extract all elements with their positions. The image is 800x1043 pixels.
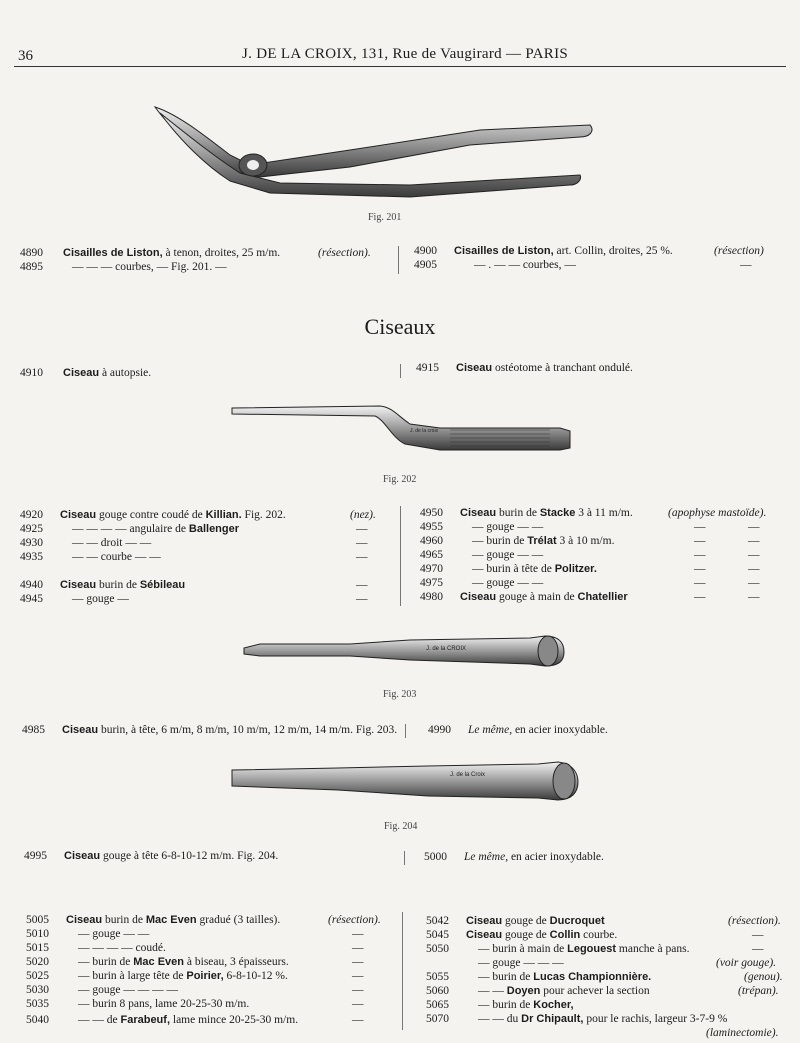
entry-note: (genou). (744, 971, 783, 983)
entry-ditto: — (748, 577, 760, 589)
entry-number: 4905 (414, 259, 437, 271)
entry-name: Ciseau (60, 509, 97, 521)
fig-202-engraving: J. de la croix (410, 428, 439, 434)
fig-201-caption: Fig. 201 (368, 212, 402, 223)
fig-203-illustration (240, 632, 566, 672)
entry-text: — . — — courbes, — (474, 259, 576, 271)
entry-note: (trépan). (738, 985, 779, 997)
fig-204-engraving: J. de la Croix (450, 772, 486, 778)
entry-text: — gouge — — (472, 577, 544, 589)
entry-number: 5040 (26, 1014, 49, 1026)
entry-number: 4935 (20, 551, 43, 563)
entry-author: Ballenger (188, 523, 240, 535)
entry-text: à autopsie. (101, 367, 152, 379)
entry-author: Doyen (506, 985, 541, 997)
entry-number: 5010 (26, 928, 49, 940)
entry-ditto: — (694, 549, 706, 561)
entry-text-2: 3 à 10 m/m. (559, 535, 615, 547)
entry-number: 5042 (426, 915, 449, 927)
entry-number: 5000 (424, 851, 447, 863)
entry-name: Ciseau (63, 367, 100, 379)
entry-note: (résection). (328, 914, 381, 926)
entry-number: 4975 (420, 577, 443, 589)
entry-ditto: — (694, 577, 706, 589)
column-divider (400, 506, 401, 606)
entry-number: 4895 (20, 261, 43, 273)
entry-author: Farabeuf, (120, 1014, 170, 1026)
entry-italic: Le même, (468, 724, 513, 736)
entry-text-2: gradué (3 tailles). (199, 914, 281, 926)
entry-ditto: — (694, 521, 706, 533)
entry-text: gouge de (504, 915, 547, 927)
entry-ditto: — (752, 929, 764, 941)
entry-author: Stacke (539, 507, 576, 519)
entry-ditto: — (356, 593, 368, 605)
entry-ditto: — (352, 956, 364, 968)
entry-ditto: — (352, 1014, 364, 1026)
entry-text: — gouge — — (78, 928, 150, 940)
column-divider (400, 364, 401, 378)
entry-text: en acier inoxydable. (510, 851, 604, 863)
fig-203-caption: Fig. 203 (383, 689, 417, 700)
entry-author: Sébileau (139, 579, 186, 591)
fig-201-illustration (150, 95, 600, 205)
entry-text: — burin à large tête de (78, 970, 184, 982)
entry-ditto: — (748, 591, 760, 603)
entry-name: Ciseau (460, 507, 497, 519)
entry-text: burin, à tête, 6 m/m, 8 m/m, 10 m/m, 12 m/m, 14 m/m. Fig. 203. (100, 724, 398, 736)
entry-ditto: — (748, 521, 760, 533)
entry-name: Ciseau (62, 724, 99, 736)
entry-author: Mac Even (145, 914, 197, 926)
entry-ditto: — (740, 259, 752, 271)
entry-name: Ciseau (64, 850, 101, 862)
entry-author: Poirier, (186, 970, 224, 982)
entry-number: 4915 (416, 362, 439, 374)
entry-number: 5060 (426, 985, 449, 997)
entry-number: 5025 (26, 970, 49, 982)
entry-text-2: Fig. 202. (244, 509, 286, 521)
entry-ditto: — (748, 549, 760, 561)
entry-number: 5005 (26, 914, 49, 926)
entry-text: — burin 8 pans, lame 20-25-30 m/m. (78, 998, 250, 1010)
fig-203-engraving: J. de la CROIX (426, 646, 467, 652)
entry-author: Kocher, (533, 999, 574, 1011)
entry-ditto: — (356, 523, 368, 535)
entry-number: 5050 (426, 943, 449, 955)
entry-ditto: — (356, 551, 368, 563)
entry-author: Mac Even (133, 956, 185, 968)
entry-author: Politzer. (554, 563, 597, 575)
entry-number: 4965 (420, 549, 443, 561)
entry-name: Ciseau (60, 579, 97, 591)
entry-number: 4970 (420, 563, 443, 575)
entry-number: 5065 (426, 999, 449, 1011)
entry-ditto: — (352, 970, 364, 982)
entry-note: (nez). (350, 509, 376, 521)
entry-name: Cisailles de Liston, (454, 245, 554, 257)
entry-text: art. Collin, droites, 25 %. (556, 245, 673, 257)
entry-author: Chatellier (577, 591, 628, 603)
entry-text: — — — courbes, — Fig. 201. — (72, 261, 227, 273)
entry-number: 5070 (426, 1013, 449, 1025)
entry-name: Ciseau (460, 591, 497, 603)
entry-author: Ducroquet (549, 915, 605, 927)
entry-ditto: — (352, 942, 364, 954)
column-divider (398, 246, 399, 274)
entry-text: — gouge — — — — (78, 984, 178, 996)
entry-number: 4910 (20, 367, 43, 379)
page-header-title: J. DE LA CROIX, 131, Rue de Vaugirard — PARIS (242, 46, 569, 62)
entry-text: — — courbe — — (72, 551, 161, 563)
entry-note: (résection) (714, 245, 764, 257)
entry-author: Dr Chipault, (521, 1013, 584, 1025)
section-title: Ciseaux (364, 314, 436, 339)
entry-text: — burin à main de (478, 943, 565, 955)
entry-number: 5045 (426, 929, 449, 941)
entry-ditto: — (356, 579, 368, 591)
column-divider (402, 912, 403, 1030)
entry-note: (voir gouge). (716, 957, 777, 969)
entry-text-2: pour achever la section (543, 985, 650, 997)
fig-202-caption: Fig. 202 (383, 474, 417, 485)
entry-number: 4890 (20, 247, 43, 259)
entry-name: Ciseau (456, 362, 493, 374)
entry-ditto: — (356, 537, 368, 549)
entry-note: (résection). (728, 915, 781, 927)
entry-number: 5015 (26, 942, 49, 954)
entry-text: — — (478, 985, 504, 997)
entry-number: 4990 (428, 724, 451, 736)
entry-ditto: — (748, 563, 760, 575)
entry-text: gouge de (504, 929, 547, 941)
entry-text: — gouge — (72, 593, 129, 605)
entry-name: Ciseau (466, 929, 503, 941)
entry-text: — — du (478, 1013, 519, 1025)
entry-ditto: — (694, 591, 706, 603)
entry-number: 4945 (20, 593, 43, 605)
entry-text: gouge à main de (498, 591, 575, 603)
entry-text: — burin de (78, 956, 131, 968)
page-number: 36 (18, 48, 33, 64)
entry-author: Killian. (205, 509, 242, 521)
entry-ditto: — (694, 563, 706, 575)
entry-number: 4955 (420, 521, 443, 533)
entry-note: (résection). (318, 247, 371, 259)
entry-author: Collin (549, 929, 581, 941)
entry-number: 4920 (20, 509, 43, 521)
entry-number: 5030 (26, 984, 49, 996)
entry-text: — burin à tête de (472, 563, 552, 575)
entry-ditto: — (352, 998, 364, 1010)
entry-text: en acier inoxydable. (514, 724, 608, 736)
entry-text-2: pour le rachis, largeur 3-7-9 % (586, 1013, 728, 1025)
entry-text: à tenon, droites, 25 m/m. (165, 247, 281, 259)
entry-italic: Le même, (464, 851, 509, 863)
entry-text: burin de (498, 507, 537, 519)
entry-name: Ciseau (66, 914, 103, 926)
entry-text: — gouge — — (472, 521, 544, 533)
entry-text-2: 6-8-10-12 %. (226, 970, 288, 982)
entry-text-2: courbe. (583, 929, 618, 941)
entry-text: gouge à tête 6-8-10-12 m/m. Fig. 204. (102, 850, 279, 862)
entry-note: (apophyse mastoïde). (668, 507, 767, 519)
entry-number: 4940 (20, 579, 43, 591)
entry-author: Legouest (567, 943, 617, 955)
entry-text: — gouge — — — (478, 957, 564, 969)
entry-note: (laminectomie). (706, 1027, 779, 1039)
entry-name: Ciseau (466, 915, 503, 927)
entry-text: — burin de (478, 971, 531, 983)
column-divider (405, 724, 406, 738)
entry-number: 4960 (420, 535, 443, 547)
entry-text: ostéotome à tranchant ondulé. (494, 362, 633, 374)
entry-text-2: manche à pans. (618, 943, 690, 955)
entry-text: gouge contre coudé de (98, 509, 203, 521)
entry-number: 4950 (420, 507, 443, 519)
fig-204-illustration (228, 760, 580, 806)
entry-number: 4900 (414, 245, 437, 257)
entry-number: 4925 (20, 523, 43, 535)
entry-text: — — droit — — (72, 537, 152, 549)
header-rule (14, 66, 786, 67)
entry-ditto: — (752, 943, 764, 955)
entry-ditto: — (352, 984, 364, 996)
entry-name: Cisailles de Liston, (63, 247, 163, 259)
entry-number: 5055 (426, 971, 449, 983)
entry-text: — — de (78, 1014, 118, 1026)
column-divider (404, 851, 405, 865)
entry-text: — burin de (478, 999, 531, 1011)
entry-number: 4985 (22, 724, 45, 736)
entry-number: 4930 (20, 537, 43, 549)
entry-ditto: — (748, 535, 760, 547)
entry-number: 5035 (26, 998, 49, 1010)
entry-text-2: à biseau, 3 épaisseurs. (186, 956, 289, 968)
entry-text-2: lame mince 20-25-30 m/m. (172, 1014, 299, 1026)
entry-author: Lucas Championnière. (533, 971, 652, 983)
entry-text: burin de (98, 579, 137, 591)
entry-ditto: — (694, 535, 706, 547)
entry-text: — — — — coudé. (78, 942, 166, 954)
entry-text: — burin de (472, 535, 525, 547)
entry-text-2: 3 à 11 m/m. (578, 507, 633, 519)
entry-ditto: — (352, 928, 364, 940)
entry-number: 5020 (26, 956, 49, 968)
entry-text: burin de (104, 914, 143, 926)
entry-number: 4995 (24, 850, 47, 862)
entry-text: — gouge — — (472, 549, 544, 561)
fig-202-illustration (230, 398, 575, 456)
entry-text: — — — — angulaire de (72, 523, 187, 535)
entry-number: 4980 (420, 591, 443, 603)
fig-204-caption: Fig. 204 (384, 821, 418, 832)
entry-author: Trélat (527, 535, 557, 547)
